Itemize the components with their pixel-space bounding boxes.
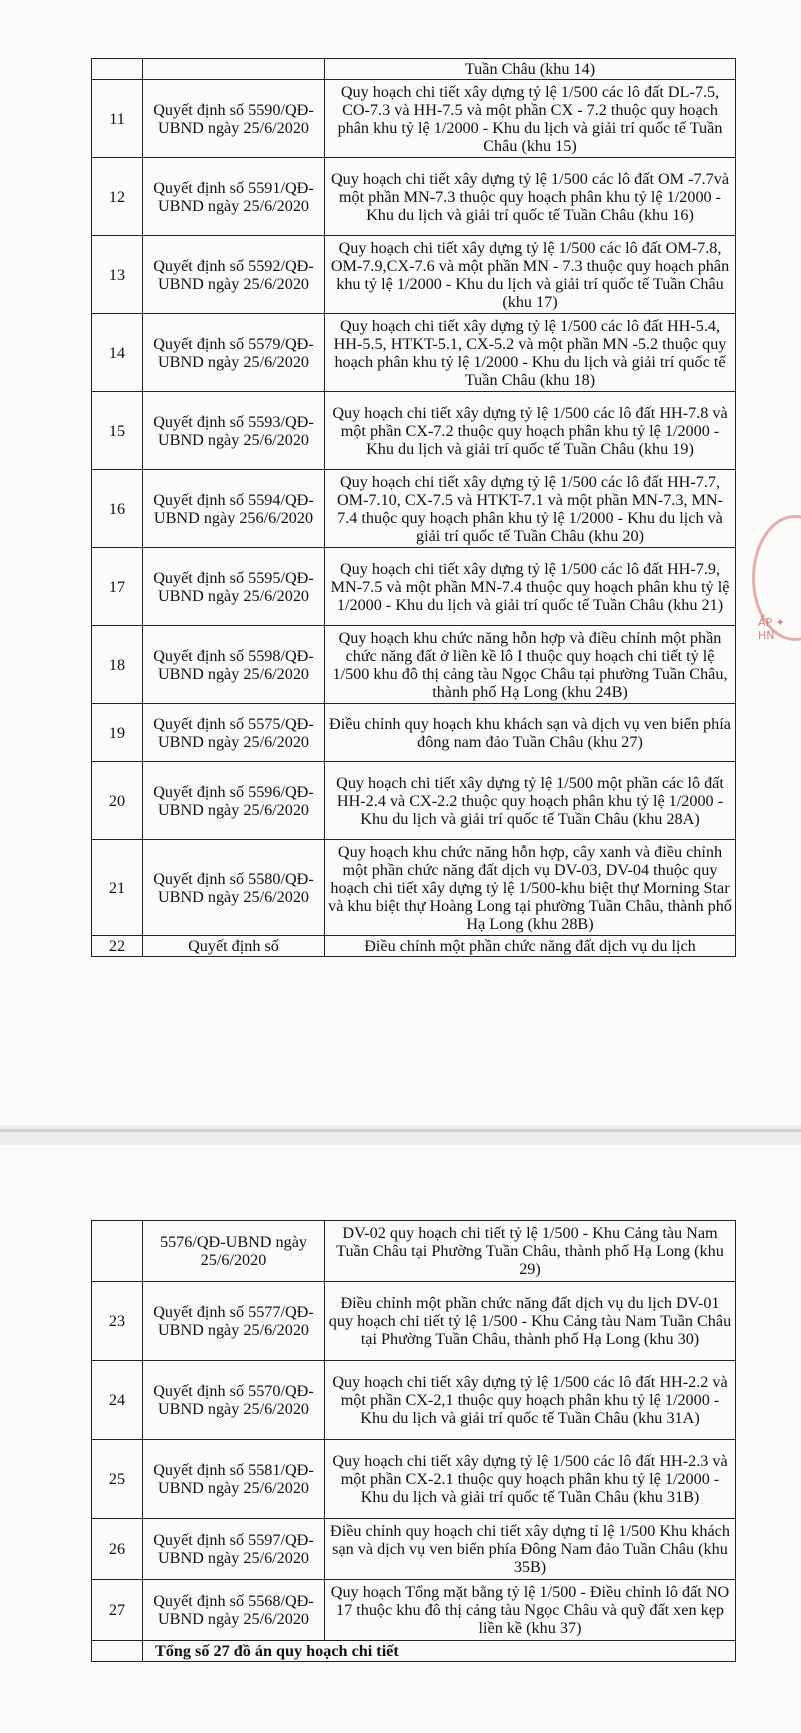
table-row [92, 470, 736, 548]
decision-cell [143, 59, 325, 80]
decision-cell: Quyết định số 5570/QĐ-UBND ngày 25/6/2020 [143, 1361, 325, 1440]
stt-cell: 23 [92, 1282, 143, 1361]
table-row [92, 548, 736, 626]
decision-cell: Quyết định số 5598/QĐ-UBND ngày 25/6/2020 [143, 626, 325, 704]
table-total-row [92, 1641, 736, 1662]
stt-cell: 15 [92, 392, 143, 470]
stt-cell: 11 [92, 80, 143, 158]
stt-cell: 17 [92, 548, 143, 626]
table-row [92, 1440, 736, 1519]
content-cell: Điều chỉnh quy hoạch khu khách sạn và dịch vụ ven biển phía đông nam đảo Tuần Châu (khu 27) [325, 704, 736, 762]
table-row [92, 59, 736, 80]
total-label: Tổng số 27 đồ án quy hoạch chi tiết [143, 1641, 736, 1662]
stt-cell [92, 59, 143, 80]
content-cell: Điều chỉnh một phần chức năng đất dịch vụ du lịch [325, 936, 736, 957]
decision-cell: Quyết định số 5594/QĐ-UBND ngày 256/6/2020 [143, 470, 325, 548]
content-cell: Quy hoạch chi tiết xây dựng tỷ lệ 1/500 các lô đất DL-7.5, CO-7.3 và HH-7.5 và một phần CX - 7.2 thuộc quy hoạch phân khu tỷ lệ 1/2000 - Khu du lịch và giải trí quốc tế Tuần Châu (khu 15) [325, 80, 736, 158]
content-cell: Quy hoạch khu chức năng hỗn hợp, cây xanh và điều chỉnh một phần chức năng đất dịch vụ DV-03, DV-04 thuộc quy hoạch chi tiết xây dựng tỷ lệ 1/500-khu biệt thự Morning Star và khu biệt thự Hoàng Long tại phường Tuần Châu, thành phố Hạ Long (khu 28B) [325, 840, 736, 936]
stt-cell [92, 1641, 143, 1662]
page-separator [0, 1125, 801, 1145]
planning-table-page-1 [91, 58, 736, 957]
table-row [92, 1361, 736, 1440]
decision-cell: Quyết định số 5579/QĐ-UBND ngày 25/6/2020 [143, 314, 325, 392]
table-row [92, 762, 736, 840]
content-cell: Điều chỉnh quy hoạch chi tiết xây dựng tỉ lệ 1/500 Khu khách sạn và dịch vụ ven biển phía Đông Nam đảo Tuần Châu (khu 35B) [325, 1519, 736, 1580]
content-cell: Điều chỉnh một phần chức năng đất dịch vụ du lịch DV-01 quy hoạch chi tiết tỷ lệ 1/500 - Khu Cảng tàu Nam Tuần Châu tại Phường Tuần Châu, thành phố Hạ Long (khu 30) [325, 1282, 736, 1361]
stt-cell: 21 [92, 840, 143, 936]
decision-cell: Quyết định số 5596/QĐ-UBND ngày 25/6/2020 [143, 762, 325, 840]
table-row [92, 80, 736, 158]
stt-cell [92, 1221, 143, 1282]
decision-cell: Quyết định số 5597/QĐ-UBND ngày 25/6/2020 [143, 1519, 325, 1580]
table-row [92, 936, 736, 957]
decision-cell: Quyết định số 5591/QĐ-UBND ngày 25/6/2020 [143, 158, 325, 236]
planning-table-page-2 [91, 1220, 736, 1662]
stt-cell: 14 [92, 314, 143, 392]
table-row [92, 1221, 736, 1282]
content-cell: Quy hoạch chi tiết xây dựng tỷ lệ 1/500 các lô đất HH-7.9, MN-7.5 và một phần MN-7.4 thuộc quy hoạch phân khu tỷ lệ 1/2000 - Khu du lịch và giải trí quốc tế Tuần Châu (khu 21) [325, 548, 736, 626]
decision-cell: Quyết định số 5575/QĐ-UBND ngày 25/6/2020 [143, 704, 325, 762]
content-cell: Quy hoạch chi tiết xây dựng tỷ lệ 1/500 các lô đất HH-5.4, HH-5.5, HTKT-5.1, CX-5.2 và một phần MN -5.2 thuộc quy hoạch phân khu tỷ lệ 1/2000 - Khu du lịch và giải trí quốc tế Tuần Châu (khu 18) [325, 314, 736, 392]
stt-cell: 12 [92, 158, 143, 236]
content-cell: Quy hoạch chi tiết xây dựng tỷ lệ 1/500 các lô đất HH-7.7, OM-7.10, CX-7.5 và HTKT-7.1 và một phần MN-7.3, MN-7.4 thuộc quy hoạch phân khu tỷ lệ 1/2000 - Khu du lịch và giải trí quốc tế Tuần Châu (khu 20) [325, 470, 736, 548]
content-cell: Quy hoạch khu chức năng hỗn hợp và điều chỉnh một phần chức năng đất ở liền kề lô I thuộc quy hoạch chi tiết tỷ lệ 1/500 khu đô thị cảng tàu Ngọc Châu tại phường Tuần Châu, thành phố Hạ Long (khu 24B) [325, 626, 736, 704]
decision-cell: 5576/QĐ-UBND ngày 25/6/2020 [143, 1221, 325, 1282]
content-cell: Quy hoạch chi tiết xây dựng tỷ lệ 1/500 một phần các lô đất HH-2.4 và CX-2.2 thuộc quy hoạch phân khu tỷ lệ 1/2000 - Khu du lịch và giải trí quốc tế Tuần Châu (khu 28A) [325, 762, 736, 840]
stt-cell: 25 [92, 1440, 143, 1519]
table-row [92, 236, 736, 314]
decision-cell: Quyết định số 5577/QĐ-UBND ngày 25/6/2020 [143, 1282, 325, 1361]
table-row [92, 840, 736, 936]
table-row [92, 704, 736, 762]
stt-cell: 26 [92, 1519, 143, 1580]
stt-cell: 22 [92, 936, 143, 957]
decision-cell: Quyết định số 5580/QĐ-UBND ngày 25/6/2020 [143, 840, 325, 936]
decision-cell: Quyết định số 5590/QĐ-UBND ngày 25/6/2020 [143, 80, 325, 158]
content-cell: Quy hoạch chi tiết xây dựng tỷ lệ 1/500 các lô đất HH-2.3 và một phần CX-2.1 thuộc quy hoạch phân khu tỷ lệ 1/2000 - Khu du lịch và giải trí quốc tế Tuần Châu (khu 31B) [325, 1440, 736, 1519]
content-cell: Quy hoạch chi tiết xây dựng tỷ lệ 1/500 các lô đất OM-7.8, OM-7.9,CX-7.6 và một phần MN - 7.3 thuộc quy hoạch phân khu tỷ lệ 1/2000 - Khu du lịch và giải trí quốc tế Tuần Châu (khu 17) [325, 236, 736, 314]
stt-cell: 18 [92, 626, 143, 704]
decision-cell: Quyết định số 5581/QĐ-UBND ngày 25/6/2020 [143, 1440, 325, 1519]
stt-cell: 24 [92, 1361, 143, 1440]
table-row [92, 1519, 736, 1580]
content-cell: Quy hoạch chi tiết xây dựng tỷ lệ 1/500 các lô đất OM -7.7và một phần MN-7.3 thuộc quy hoạch phân khu tỷ lệ 1/2000 - Khu du lịch và giải trí quốc tế Tuần Châu (khu 16) [325, 158, 736, 236]
stt-cell: 20 [92, 762, 143, 840]
decision-cell: Quyết định số [143, 936, 325, 957]
page-separator-line [0, 1129, 801, 1132]
stt-cell: 16 [92, 470, 143, 548]
decision-cell: Quyết định số 5592/QĐ-UBND ngày 25/6/2020 [143, 236, 325, 314]
content-cell: Quy hoạch chi tiết xây dựng tỷ lệ 1/500 các lô đất HH-2.2 và một phần CX-2,1 thuộc quy hoạch phân khu tỷ lệ 1/2000 - Khu du lịch và giải trí quốc tế Tuần Châu (khu 31A) [325, 1361, 736, 1440]
decision-cell: Quyết định số 5593/QĐ-UBND ngày 25/6/2020 [143, 392, 325, 470]
table-row [92, 392, 736, 470]
stt-cell: 27 [92, 1580, 143, 1641]
table-row [92, 158, 736, 236]
content-cell: Quy hoạch Tổng mặt bằng tỷ lệ 1/500 - Điều chỉnh lô đất NO 17 thuộc khu đô thị cảng tàu Ngọc Châu và quỹ đất xen kẹp liền kề (khu 37) [325, 1580, 736, 1641]
table-row [92, 626, 736, 704]
decision-cell: Quyết định số 5568/QĐ-UBND ngày 25/6/2020 [143, 1580, 325, 1641]
content-cell: Tuần Châu (khu 14) [325, 59, 736, 80]
table-row [92, 314, 736, 392]
table-row [92, 1282, 736, 1361]
seal-text: ẤP ✦ HN [758, 616, 785, 642]
stt-cell: 19 [92, 704, 143, 762]
stt-cell: 13 [92, 236, 143, 314]
content-cell: DV-02 quy hoạch chi tiết tỷ lệ 1/500 - Khu Cảng tàu Nam Tuần Châu tại Phường Tuần Châu, thành phố Hạ Long (khu 29) [325, 1221, 736, 1282]
content-cell: Quy hoạch chi tiết xây dựng tỷ lệ 1/500 các lô đất HH-7.8 và một phần CX-7.2 thuộc quy hoạch phân khu tỷ lệ 1/2000 - Khu du lịch và giải trí quốc tế Tuần Châu (khu 19) [325, 392, 736, 470]
decision-cell: Quyết định số 5595/QĐ-UBND ngày 25/6/2020 [143, 548, 325, 626]
table-row [92, 1580, 736, 1641]
